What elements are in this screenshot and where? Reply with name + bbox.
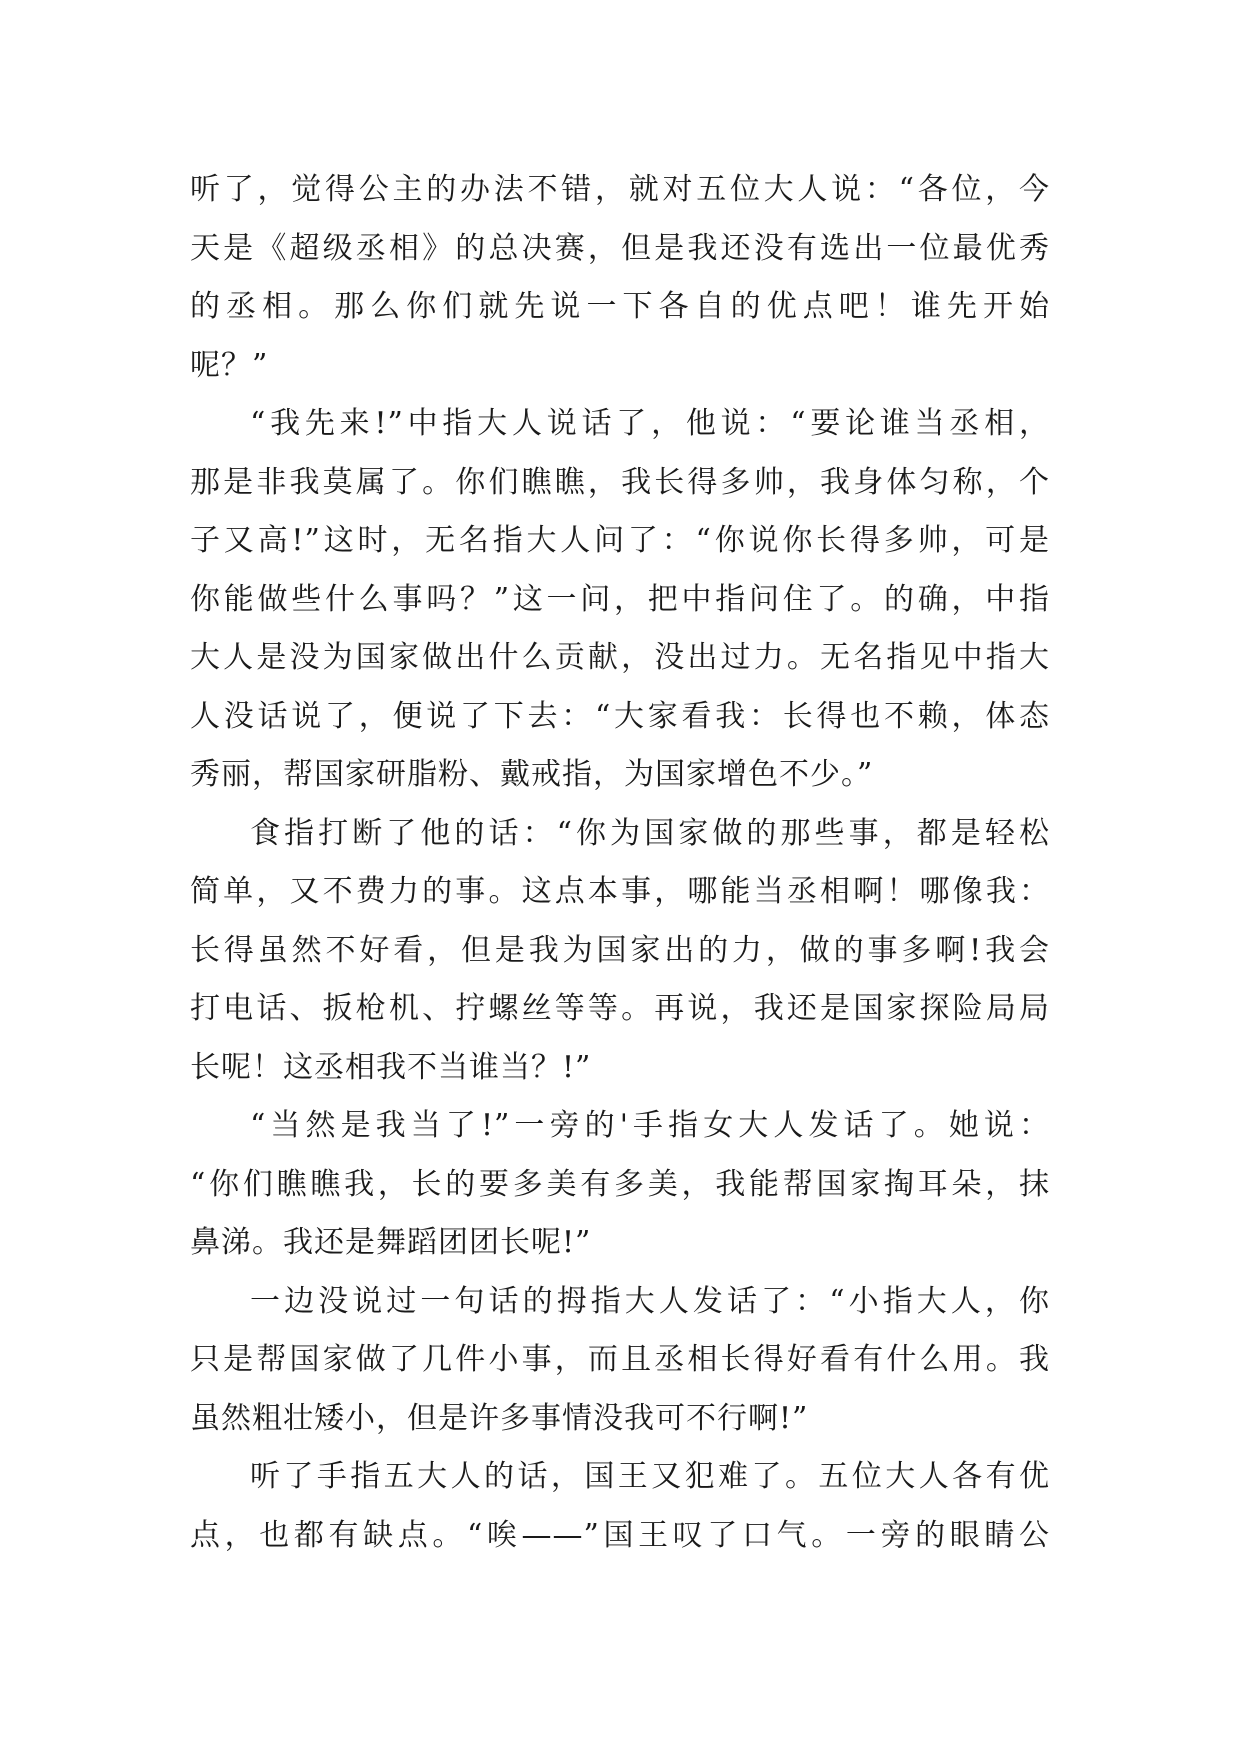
text-line-13: 简单，又不费力的事。这点本事，哪能当丞相啊！哪像我： — [190, 874, 1050, 909]
text-line-3: 的丞相。那么你们就先说一下各自的优点吧！谁先开始 — [190, 289, 1050, 324]
text-line-8: 你能做些什么事吗？”这一问，把中指问住了。的确，中指 — [190, 581, 1050, 617]
text-line-19: 鼻涕。我还是舞蹈团团长呢!” — [190, 1225, 592, 1260]
text-line-1: 听了，觉得公主的办法不错，就对五位大人说：“各位，今 — [190, 172, 1050, 207]
text-line-7: 子又高!”这时，无名指大人问了：“你说你长得多帅，可是 — [190, 523, 1050, 558]
text-line-6: 那是非我莫属了。你们瞧瞧，我长得多帅，我身体匀称，个 — [190, 464, 1050, 500]
text-line-10: 人没话说了，便说了下去：“大家看我：长得也不赖，体态 — [190, 698, 1050, 734]
text-line-14: 长得虽然不好看，但是我为国家出的力，做的事多啊!我会 — [190, 932, 1050, 968]
text-line-11: 秀丽，帮国家研脂粉、戴戒指，为国家增色不少。” — [190, 757, 874, 792]
text-line-2: 天是《超级丞相》的总决赛，但是我还没有选出一位最优秀 — [190, 230, 1050, 266]
story-text — [190, 161, 1050, 1565]
text-line-4: 呢？” — [190, 347, 269, 383]
text-line-17: “当然是我当了!”一旁的'手指女大人发话了。她说： — [250, 1108, 1050, 1143]
text-line-9: 大人是没为国家做出什么贡献，没出过力。无名指见中指大 — [190, 640, 1050, 675]
text-line-15: 打电话、扳枪机、拧螺丝等等。再说，我还是国家探险局局 — [190, 991, 1050, 1026]
text-line-21: 只是帮国家做了几件小事，而且丞相长得好看有什么用。我 — [190, 1342, 1050, 1377]
text-line-20: 一边没说过一句话的拇指大人发话了：“小指大人，你 — [250, 1283, 1050, 1319]
text-line-18: “你们瞧瞧我，长的要多美有多美，我能帮国家掏耳朵，抹 — [190, 1166, 1050, 1202]
text-line-12: 食指打断了他的话：“你为国家做的那些事，都是轻松 — [250, 815, 1050, 851]
text-line-23: 听了手指五大人的话，国王又犯难了。五位大人各有优 — [250, 1459, 1050, 1494]
text-line-5: “我先来!”中指大人说话了，他说：“要论谁当丞相， — [250, 406, 1050, 441]
text-line-24: 点，也都有缺点。“唉——”国王叹了口气。一旁的眼睛公 — [190, 1517, 1050, 1553]
text-line-16: 长呢！这丞相我不当谁当？!” — [190, 1049, 592, 1085]
text-line-22: 虽然粗壮矮小，但是许多事情没我可不行啊!” — [190, 1400, 809, 1436]
